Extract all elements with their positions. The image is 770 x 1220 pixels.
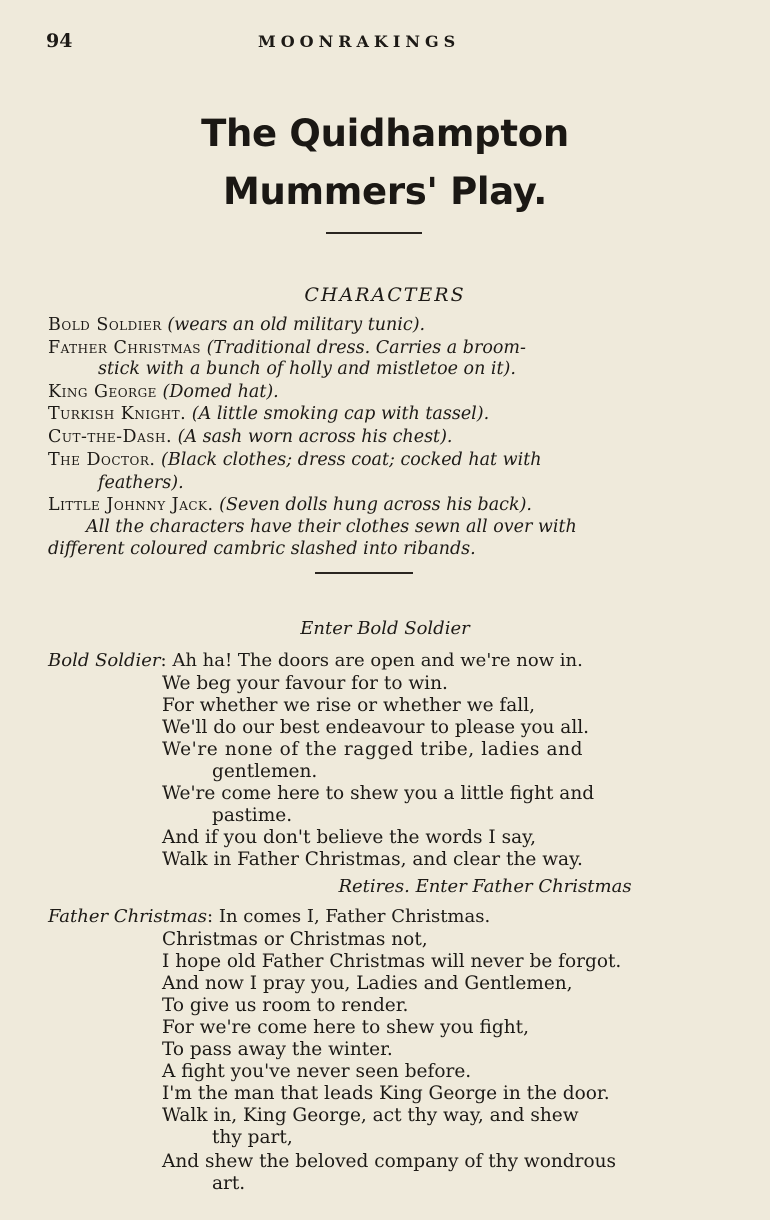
character-desc: (Seven dolls hung across his back). xyxy=(219,495,532,515)
character-cut-the-dash xyxy=(48,427,452,447)
verse-line: pastime. xyxy=(212,805,293,826)
verse-line: thy part, xyxy=(212,1127,293,1148)
verse-line: And shew the beloved company of thy wondrous xyxy=(162,1151,617,1172)
verse-line: To pass away the winter. xyxy=(162,1039,393,1060)
character-little-johnny-jack xyxy=(48,495,532,515)
verse-line: For we're come here to shew you fight, xyxy=(162,1017,529,1038)
character-name: King George xyxy=(48,382,157,402)
verse-line: In comes I, Father Christmas. xyxy=(218,906,491,927)
verse-line: A fight you've never seen before. xyxy=(162,1061,472,1082)
verse-line: I hope old Father Christmas will never be forgot. xyxy=(162,951,622,972)
verse-line: We'll do our best endeavour to please you all. xyxy=(162,717,590,738)
verse-line: Christmas or Christmas not, xyxy=(162,929,428,950)
character-desc: (A sash worn across his chest). xyxy=(177,427,453,447)
character-father-christmas xyxy=(48,338,526,358)
character-desc-continued: feathers). xyxy=(98,473,184,493)
verse-line: Walk in Father Christmas, and clear the way. xyxy=(162,849,583,870)
verse-line: For whether we rise or whether we fall, xyxy=(162,695,535,716)
divider-rule xyxy=(326,232,422,234)
character-desc-continued: stick with a bunch of holly and mistletoe on it). xyxy=(98,359,516,379)
speech-first-line: Father Christmas: In comes I, Father Christmas. xyxy=(48,906,491,927)
verse-line: Walk in, King George, act thy way, and shew xyxy=(162,1105,579,1126)
character-desc: (Domed hat). xyxy=(162,382,279,402)
costume-note-line-1: All the characters have their clothes sewn all over with xyxy=(86,517,577,537)
divider-rule xyxy=(315,572,413,574)
character-turkish-knight xyxy=(48,404,489,424)
verse-line: To give us room to render. xyxy=(162,995,409,1016)
character-desc: (A little smoking cap with tassel). xyxy=(191,404,490,424)
verse-line: We're none of the ragged tribe, ladies and xyxy=(162,739,584,760)
running-title: MOONRAKINGS xyxy=(258,32,461,51)
character-name: Cut-the-Dash. xyxy=(48,427,173,447)
character-name: Bold Soldier xyxy=(48,315,162,335)
speaker-name: Bold Soldier xyxy=(48,650,161,671)
verse-line: We're come here to shew you a little fight and xyxy=(162,783,595,804)
character-bold-soldier xyxy=(48,315,425,335)
character-name: The Doctor. xyxy=(48,450,156,470)
character-name: Turkish Knight. xyxy=(48,404,187,424)
character-name: Father Christmas xyxy=(48,338,202,358)
verse-line: And if you don't believe the words I say, xyxy=(162,827,536,848)
verse-line: We beg your favour for to win. xyxy=(162,673,448,694)
verse-line: gentlemen. xyxy=(212,761,318,782)
character-name: Little Johnny Jack. xyxy=(48,495,214,515)
speech-first-line: Bold Soldier: Ah ha! The doors are open and we're now in. xyxy=(48,650,583,671)
verse-line: Ah ha! The doors are open and we're now in. xyxy=(172,650,583,671)
verse-line: art. xyxy=(212,1173,246,1194)
character-desc: (Black clothes; dress coat; cocked hat with xyxy=(161,450,542,470)
character-desc: (Traditional dress. Carries a broom- xyxy=(206,338,526,358)
characters-heading: CHARACTERS xyxy=(304,284,466,306)
stage-direction: Enter Bold Soldier xyxy=(300,618,470,639)
title-line-1: The Quidhampton xyxy=(201,112,569,155)
title-line-2: Mummers' Play. xyxy=(222,170,548,213)
verse-line: I'm the man that leads King George in the door. xyxy=(162,1083,610,1104)
character-desc: (wears an old military tunic). xyxy=(167,315,426,335)
stage-direction: Retires. Enter Father Christmas xyxy=(338,876,632,897)
character-king-george xyxy=(48,382,279,402)
costume-note-line-2: different coloured cambric slashed into ribands. xyxy=(48,539,476,559)
verse-line: And now I pray you, Ladies and Gentlemen, xyxy=(162,973,573,994)
speaker-name: Father Christmas xyxy=(48,906,208,927)
character-the-doctor xyxy=(48,450,542,470)
page-number: 94 xyxy=(46,30,73,52)
